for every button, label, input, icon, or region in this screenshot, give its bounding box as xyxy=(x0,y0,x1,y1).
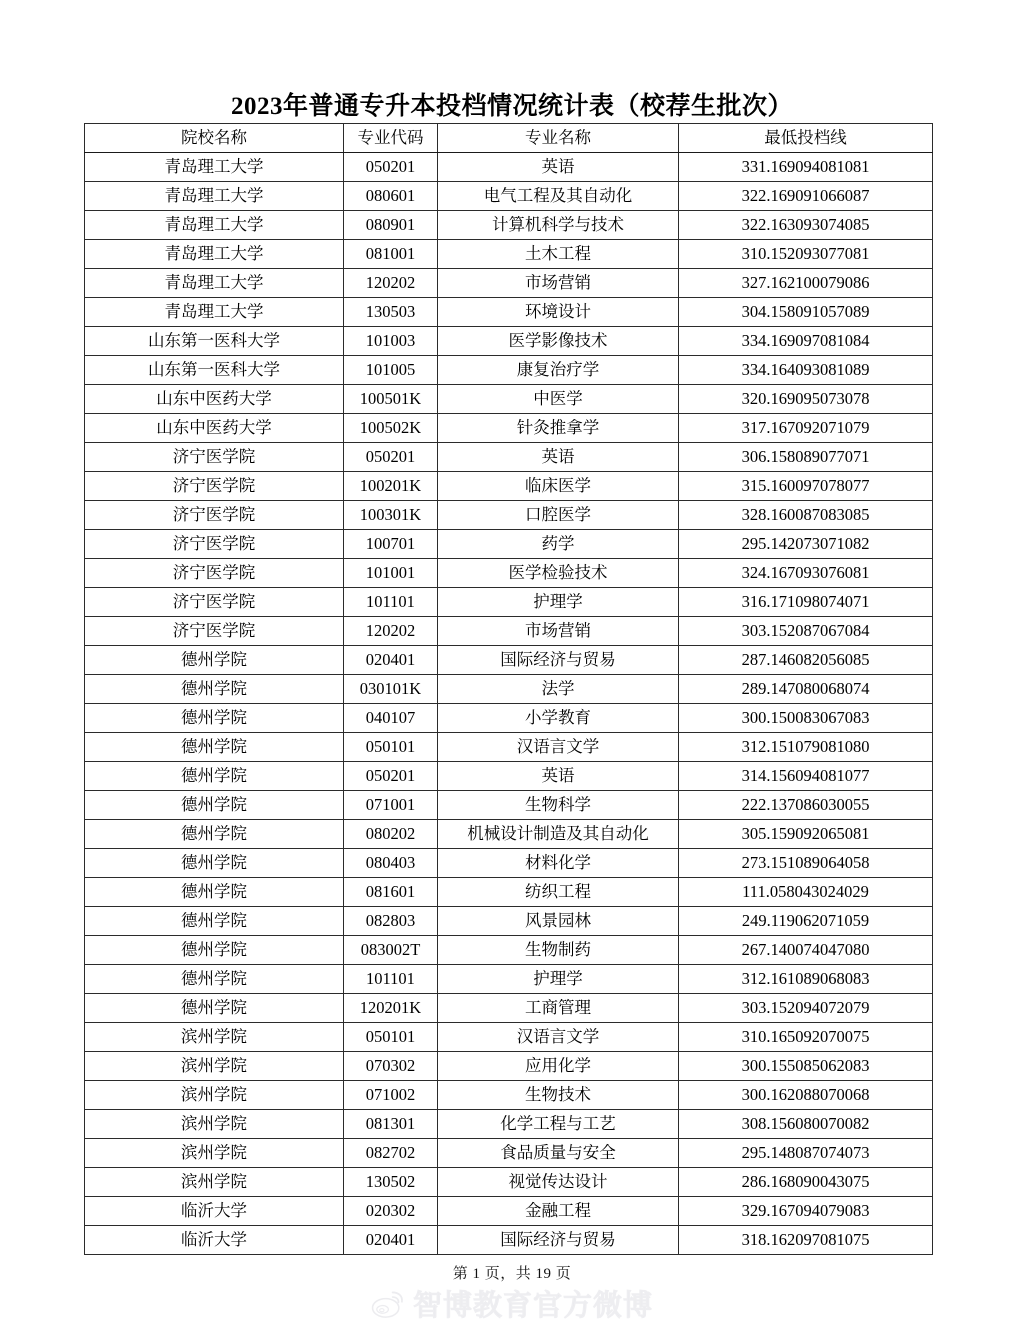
table-row xyxy=(85,559,933,588)
cell-school: 青岛理工大学 xyxy=(85,298,344,327)
cell-score: 304.158091057089 xyxy=(679,298,933,327)
table-row xyxy=(85,414,933,443)
cell-major: 生物制药 xyxy=(438,936,679,965)
cell-major: 市场营销 xyxy=(438,617,679,646)
cell-score: 287.146082056085 xyxy=(679,646,933,675)
cell-major: 风景园林 xyxy=(438,907,679,936)
page-title: 2023年普通专升本投档情况统计表（校荐生批次） xyxy=(230,93,793,120)
cell-score: 303.152094072079 xyxy=(679,994,933,1023)
cell-school: 山东第一医科大学 xyxy=(85,356,344,385)
cell-school: 德州学院 xyxy=(85,762,344,791)
cell-score: 334.169097081084 xyxy=(679,327,933,356)
cell-major: 食品质量与安全 xyxy=(438,1139,679,1168)
cell-code: 030101K xyxy=(344,675,438,704)
cell-major: 医学检验技术 xyxy=(438,559,679,588)
cell-code: 101003 xyxy=(344,327,438,356)
watermark-text: 智博教育官方微博 xyxy=(412,1288,653,1322)
cell-major: 工商管理 xyxy=(438,994,679,1023)
cell-school: 青岛理工大学 xyxy=(85,153,344,182)
cell-code: 120201K xyxy=(344,994,438,1023)
cell-school: 济宁医学院 xyxy=(85,501,344,530)
cell-school: 滨州学院 xyxy=(85,1052,344,1081)
score-table-container xyxy=(84,123,932,1255)
table-row xyxy=(85,153,933,182)
cell-code: 071001 xyxy=(344,791,438,820)
footer xyxy=(0,1262,1024,1283)
table-row xyxy=(85,965,933,994)
cell-major: 汉语言文学 xyxy=(438,1023,679,1052)
cell-school: 济宁医学院 xyxy=(85,617,344,646)
cell-major: 市场营销 xyxy=(438,269,679,298)
cell-major: 土木工程 xyxy=(438,240,679,269)
cell-major: 法学 xyxy=(438,675,679,704)
cell-score: 300.155085062083 xyxy=(679,1052,933,1081)
table-row xyxy=(85,849,933,878)
cell-score: 327.162100079086 xyxy=(679,269,933,298)
cell-code: 080901 xyxy=(344,211,438,240)
table-row xyxy=(85,1023,933,1052)
cell-code: 071002 xyxy=(344,1081,438,1110)
cell-school: 济宁医学院 xyxy=(85,588,344,617)
table-header xyxy=(85,124,933,153)
cell-score: 334.164093081089 xyxy=(679,356,933,385)
cell-code: 101101 xyxy=(344,965,438,994)
weibo-eye-icon xyxy=(371,1289,405,1319)
table-row xyxy=(85,327,933,356)
cell-major: 视觉传达设计 xyxy=(438,1168,679,1197)
cell-code: 101005 xyxy=(344,356,438,385)
cell-score: 308.156080070082 xyxy=(679,1110,933,1139)
cell-score: 310.152093077081 xyxy=(679,240,933,269)
table-row xyxy=(85,269,933,298)
cell-school: 德州学院 xyxy=(85,907,344,936)
cell-code: 080202 xyxy=(344,820,438,849)
cell-school: 德州学院 xyxy=(85,704,344,733)
watermark xyxy=(0,1283,1024,1324)
cell-major: 材料化学 xyxy=(438,849,679,878)
cell-school: 青岛理工大学 xyxy=(85,269,344,298)
cell-code: 080403 xyxy=(344,849,438,878)
cell-score: 310.165092070075 xyxy=(679,1023,933,1052)
cell-major: 汉语言文学 xyxy=(438,733,679,762)
page-indicator: 第 1 页，共 19 页 xyxy=(452,1266,572,1282)
cell-school: 青岛理工大学 xyxy=(85,211,344,240)
cell-school: 临沂大学 xyxy=(85,1226,344,1255)
table-row xyxy=(85,733,933,762)
cell-score: 273.151089064058 xyxy=(679,849,933,878)
cell-code: 083002T xyxy=(344,936,438,965)
table-row xyxy=(85,1139,933,1168)
cell-school: 滨州学院 xyxy=(85,1168,344,1197)
cell-code: 050201 xyxy=(344,153,438,182)
cell-major: 药学 xyxy=(438,530,679,559)
cell-code: 080601 xyxy=(344,182,438,211)
cell-major: 环境设计 xyxy=(438,298,679,327)
cell-code: 101101 xyxy=(344,588,438,617)
table-row xyxy=(85,907,933,936)
cell-major: 中医学 xyxy=(438,385,679,414)
cell-score: 315.160097078077 xyxy=(679,472,933,501)
table-row xyxy=(85,936,933,965)
cell-major: 临床医学 xyxy=(438,472,679,501)
cell-school: 滨州学院 xyxy=(85,1139,344,1168)
table-row xyxy=(85,820,933,849)
cell-score: 300.150083067083 xyxy=(679,704,933,733)
cell-major: 纺织工程 xyxy=(438,878,679,907)
table-row xyxy=(85,1110,933,1139)
cell-score: 305.159092065081 xyxy=(679,820,933,849)
table-row xyxy=(85,646,933,675)
cell-major: 康复治疗学 xyxy=(438,356,679,385)
cell-score: 249.119062071059 xyxy=(679,907,933,936)
cell-code: 101001 xyxy=(344,559,438,588)
cell-school: 德州学院 xyxy=(85,733,344,762)
table-row xyxy=(85,1197,933,1226)
table-row xyxy=(85,240,933,269)
cell-major: 计算机科学与技术 xyxy=(438,211,679,240)
cell-code: 100501K xyxy=(344,385,438,414)
cell-major: 生物技术 xyxy=(438,1081,679,1110)
cell-score: 314.156094081077 xyxy=(679,762,933,791)
cell-school: 山东中医药大学 xyxy=(85,414,344,443)
cell-score: 267.140074047080 xyxy=(679,936,933,965)
cell-major: 应用化学 xyxy=(438,1052,679,1081)
cell-score: 306.158089077071 xyxy=(679,443,933,472)
cell-school: 临沂大学 xyxy=(85,1197,344,1226)
table-row xyxy=(85,1226,933,1255)
cell-code: 100201K xyxy=(344,472,438,501)
table-row xyxy=(85,385,933,414)
table-row xyxy=(85,211,933,240)
column-header-school: 院校名称 xyxy=(85,124,344,153)
cell-code: 082803 xyxy=(344,907,438,936)
cell-score: 322.169091066087 xyxy=(679,182,933,211)
cell-school: 德州学院 xyxy=(85,791,344,820)
cell-score: 317.167092071079 xyxy=(679,414,933,443)
cell-code: 050201 xyxy=(344,762,438,791)
cell-code: 050201 xyxy=(344,443,438,472)
cell-score: 222.137086030055 xyxy=(679,791,933,820)
cell-school: 德州学院 xyxy=(85,820,344,849)
table-row xyxy=(85,762,933,791)
cell-code: 020302 xyxy=(344,1197,438,1226)
cell-school: 德州学院 xyxy=(85,849,344,878)
cell-score: 303.152087067084 xyxy=(679,617,933,646)
cell-school: 山东第一医科大学 xyxy=(85,327,344,356)
cell-code: 130503 xyxy=(344,298,438,327)
cell-school: 滨州学院 xyxy=(85,1081,344,1110)
cell-major: 国际经济与贸易 xyxy=(438,1226,679,1255)
cell-code: 040107 xyxy=(344,704,438,733)
cell-major: 金融工程 xyxy=(438,1197,679,1226)
table-row xyxy=(85,1168,933,1197)
cell-score: 328.160087083085 xyxy=(679,501,933,530)
table-row xyxy=(85,588,933,617)
cell-score: 318.162097081075 xyxy=(679,1226,933,1255)
cell-score: 331.169094081081 xyxy=(679,153,933,182)
cell-code: 050101 xyxy=(344,733,438,762)
cell-code: 130502 xyxy=(344,1168,438,1197)
cell-major: 口腔医学 xyxy=(438,501,679,530)
cell-school: 济宁医学院 xyxy=(85,472,344,501)
cell-code: 081301 xyxy=(344,1110,438,1139)
cell-code: 070302 xyxy=(344,1052,438,1081)
cell-major: 电气工程及其自动化 xyxy=(438,182,679,211)
cell-score: 329.167094079083 xyxy=(679,1197,933,1226)
cell-major: 小学教育 xyxy=(438,704,679,733)
cell-score: 111.058043024029 xyxy=(679,878,933,907)
cell-school: 德州学院 xyxy=(85,646,344,675)
cell-score: 289.147080068074 xyxy=(679,675,933,704)
cell-school: 青岛理工大学 xyxy=(85,182,344,211)
cell-school: 德州学院 xyxy=(85,878,344,907)
cell-score: 295.148087074073 xyxy=(679,1139,933,1168)
table-row xyxy=(85,791,933,820)
cell-major: 国际经济与贸易 xyxy=(438,646,679,675)
cell-school: 济宁医学院 xyxy=(85,443,344,472)
table-row xyxy=(85,298,933,327)
admission-score-table xyxy=(84,123,933,1255)
cell-major: 生物科学 xyxy=(438,791,679,820)
cell-school: 德州学院 xyxy=(85,936,344,965)
cell-major: 英语 xyxy=(438,762,679,791)
table-row xyxy=(85,1052,933,1081)
cell-major: 机械设计制造及其自动化 xyxy=(438,820,679,849)
table-row xyxy=(85,443,933,472)
cell-major: 针灸推拿学 xyxy=(438,414,679,443)
cell-score: 295.142073071082 xyxy=(679,530,933,559)
column-header-min-score: 最低投档线 xyxy=(679,124,933,153)
cell-major: 医学影像技术 xyxy=(438,327,679,356)
cell-major: 护理学 xyxy=(438,588,679,617)
table-body xyxy=(85,153,933,1255)
table-row xyxy=(85,704,933,733)
table-row xyxy=(85,530,933,559)
cell-school: 青岛理工大学 xyxy=(85,240,344,269)
cell-school: 德州学院 xyxy=(85,675,344,704)
cell-score: 322.163093074085 xyxy=(679,211,933,240)
cell-major: 护理学 xyxy=(438,965,679,994)
cell-school: 滨州学院 xyxy=(85,1023,344,1052)
table-header-row xyxy=(85,124,933,153)
cell-score: 324.167093076081 xyxy=(679,559,933,588)
column-header-major-name: 专业名称 xyxy=(438,124,679,153)
cell-school: 滨州学院 xyxy=(85,1110,344,1139)
cell-major: 化学工程与工艺 xyxy=(438,1110,679,1139)
table-row xyxy=(85,182,933,211)
cell-score: 316.171098074071 xyxy=(679,588,933,617)
table-row xyxy=(85,356,933,385)
cell-school: 济宁医学院 xyxy=(85,559,344,588)
table-row xyxy=(85,617,933,646)
cell-code: 100301K xyxy=(344,501,438,530)
cell-school: 山东中医药大学 xyxy=(85,385,344,414)
cell-major: 英语 xyxy=(438,443,679,472)
table-row xyxy=(85,1081,933,1110)
cell-score: 312.161089068083 xyxy=(679,965,933,994)
table-row xyxy=(85,878,933,907)
table-row xyxy=(85,501,933,530)
cell-score: 286.168090043075 xyxy=(679,1168,933,1197)
cell-code: 020401 xyxy=(344,646,438,675)
cell-code: 120202 xyxy=(344,617,438,646)
cell-code: 100502K xyxy=(344,414,438,443)
cell-major: 英语 xyxy=(438,153,679,182)
cell-code: 050101 xyxy=(344,1023,438,1052)
cell-code: 081601 xyxy=(344,878,438,907)
cell-code: 020401 xyxy=(344,1226,438,1255)
table-row xyxy=(85,675,933,704)
cell-school: 济宁医学院 xyxy=(85,530,344,559)
cell-code: 100701 xyxy=(344,530,438,559)
cell-code: 082702 xyxy=(344,1139,438,1168)
table-row xyxy=(85,472,933,501)
column-header-major-code: 专业代码 xyxy=(344,124,438,153)
cell-score: 312.151079081080 xyxy=(679,733,933,762)
cell-school: 德州学院 xyxy=(85,994,344,1023)
cell-code: 120202 xyxy=(344,269,438,298)
cell-school: 德州学院 xyxy=(85,965,344,994)
cell-score: 320.169095073078 xyxy=(679,385,933,414)
cell-code: 081001 xyxy=(344,240,438,269)
cell-score: 300.162088070068 xyxy=(679,1081,933,1110)
table-row xyxy=(85,994,933,1023)
